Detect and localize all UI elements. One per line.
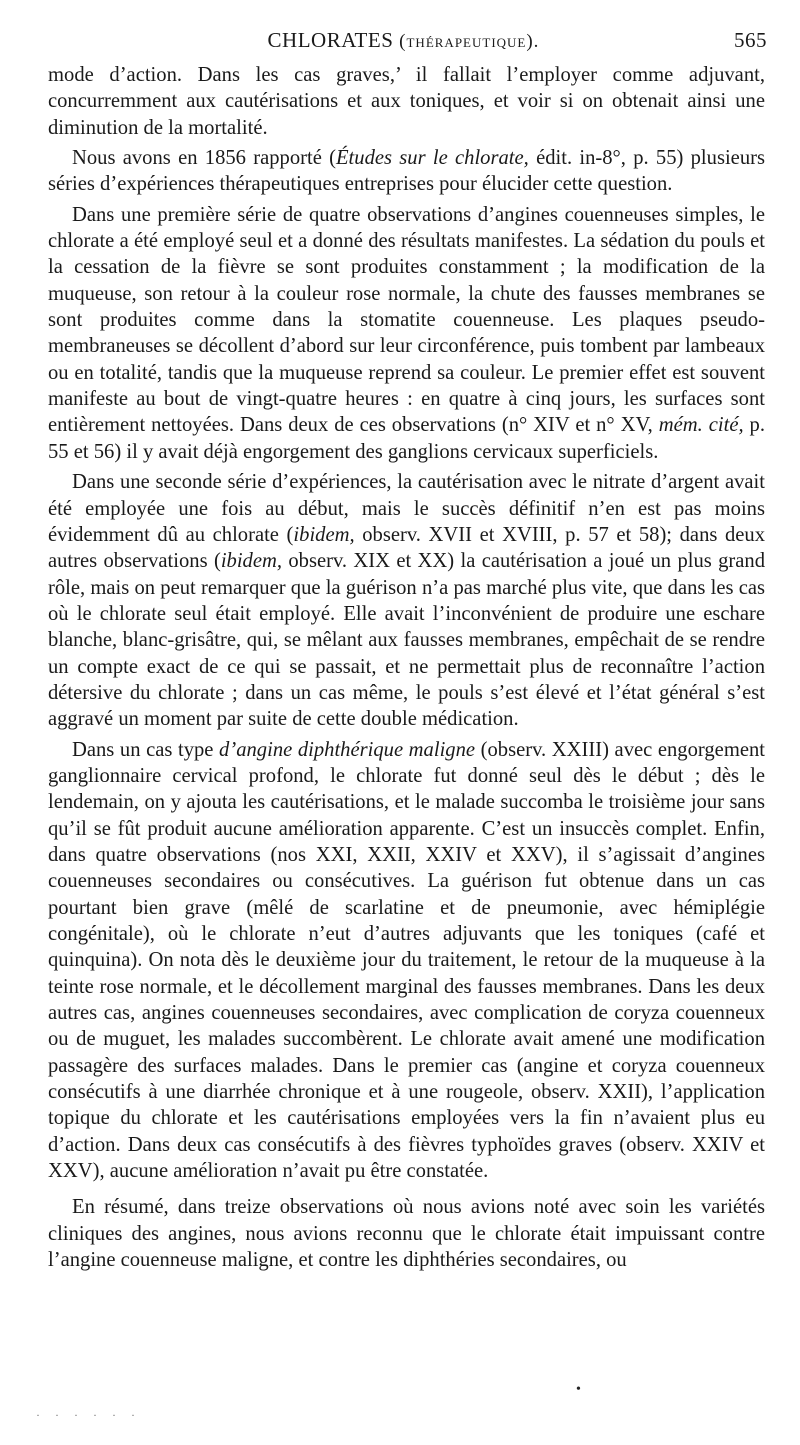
running-title-sub: (thérapeutique). xyxy=(399,31,540,52)
paragraph xyxy=(48,1194,765,1273)
text-run: édit. in-8°, p. 55) plusieurs séries d’expériences thérapeutiques entreprises pour élucider cette question. xyxy=(48,147,765,196)
body-text xyxy=(48,62,765,1273)
text-run: Nous avons en 1856 rapporté ( xyxy=(72,147,336,170)
italic-run: ibidem, xyxy=(220,550,283,573)
running-head xyxy=(40,28,767,56)
text-run: observ. XVII et XVIII, p. 57 et 58); dans deux autres observations ( xyxy=(48,523,766,573)
italic-run: mém. cité, xyxy=(658,414,744,437)
italic-run: d’angine diphthérique maligne xyxy=(219,738,476,761)
paragraph xyxy=(48,737,765,1185)
italic-run: Études sur le chlorate, xyxy=(335,147,529,170)
page-number: 565 xyxy=(734,28,767,52)
text-run: mode d’action. Dans les cas graves,’ il fallait l’employer comme adjuvant, concurremment aux cautérisations et aux toniques, et voir si on obtenait ainsi une diminution de la mortalité. xyxy=(48,64,765,139)
italic-run: ibidem, xyxy=(293,523,355,546)
text-run: observ. XIX et XX) la cautérisation a joué un plus grand rôle, mais on peut remarquer que la guérison n’a pas marché plus vite, que dans les cas où le chlorate seul était employé. Elle avait l’inconvénient de produire une eschare blanche, blanc-grisâtre, qui, se mêlant aux fausses membranes, empêchait de se rendre un compte exact de ce qui se passait, et ne permettait plus de reconnaître l’action détersive du chlorate ; dans un cas même, le pouls s’est élevé et l’état général s’est aggravé un moment par suite de cette double médication. xyxy=(48,550,765,731)
text-run: Dans une seconde série d’expériences, la cautérisation avec le nitrate d’argent avait été employée une fois au début, mais le succès définitif n’en est pas moins évidemment dû au chlorate ( xyxy=(48,471,765,546)
paragraph xyxy=(48,469,765,732)
footer-specks: · · · · · · xyxy=(36,1408,141,1422)
text-run: Dans un cas type xyxy=(72,738,220,761)
printer-mark: • xyxy=(576,1382,581,1397)
text-run: (observ. XXIII) avec engorgement ganglionnaire cervical profond, le chlorate fut donné seul dès le début ; dès le lendemain, on y ajouta les cautérisations, et le malade succomba le troisième jour sans qu’il se fût produit aucune amélioration apparente. C’est un insuccès complet. Enfin, dans quatre observations (nos XXI, XXII, XXIV et XXV), il s’agissait d’angines couenneuses secondaires ou consécutives. La guérison fut obtenue dans un cas pourtant bien grave (mêlé de scarlatine et de pneumonie, avec hémiplégie congénitale), où le chlorate n’eut d’autres adjuvants que les toniques (café et quinquina). On nota dès le deuxième jour du traitement, le retour de la muqueuse à la teinte rose normale, et le décollement marginal des fausses membranes. Dans les deux autres cas, angines couenneuses secondaires, avec complication de coryza couenneux ou de muguet, les malades succombèrent. Le chlorate avait amené une modification passagère des surfaces malades. Dans le premier cas (angine et coryza couenneux consécutifs à une diarrhée chronique et à une rougeole, observ. XXII), l’application topique du chlorate et les cautérisations employées vers la fin n’avaient plus eu d’action. Dans deux cas consécutifs à des fièvres typhoïdes graves (observ. XXIV et XXV), aucune amélioration n’avait pu être constatée. xyxy=(48,738,765,1183)
text-run: Dans une première série de quatre observations d’angines couenneuses simples, le chlorate a été employé seul et a donné des résultats manifestes. La sédation du pouls et la cessation de la fièvre se sont produites constamment ; la modification de la muqueuse, son retour à la couleur rose normale, la chute des fausses membranes se sont produites comme dans la stomatite couenneuse. Les plaques pseudo-membraneuses se décollent d’abord sur leur circonférence, puis tombent par lambeaux ou en totalité, tandis que la muqueuse reprend sa couleur. Le premier effet est souvent manifeste au bout de vingt-quatre heures : en quatre à cinq jours, les surfaces sont entièrement nettoyées. Dans deux de ces observations (n° XIV et n° XV, xyxy=(48,203,765,437)
paragraph xyxy=(48,62,765,141)
paragraph xyxy=(48,202,765,465)
text-run: p. 55 et 56) il y avait déjà engorgement des ganglions cervicaux superficiels. xyxy=(48,414,765,463)
running-title xyxy=(40,28,767,53)
running-title-main: CHLORATES xyxy=(267,28,394,52)
text-run: En résumé, dans treize observations où nous avions noté avec soin les variétés cliniques des angines, nous avions reconnu que le chlorate était impuissant contre l’angine couenneuse maligne, et contre les diphthéries secondaires, ou xyxy=(48,1196,765,1272)
paragraph xyxy=(48,145,765,198)
